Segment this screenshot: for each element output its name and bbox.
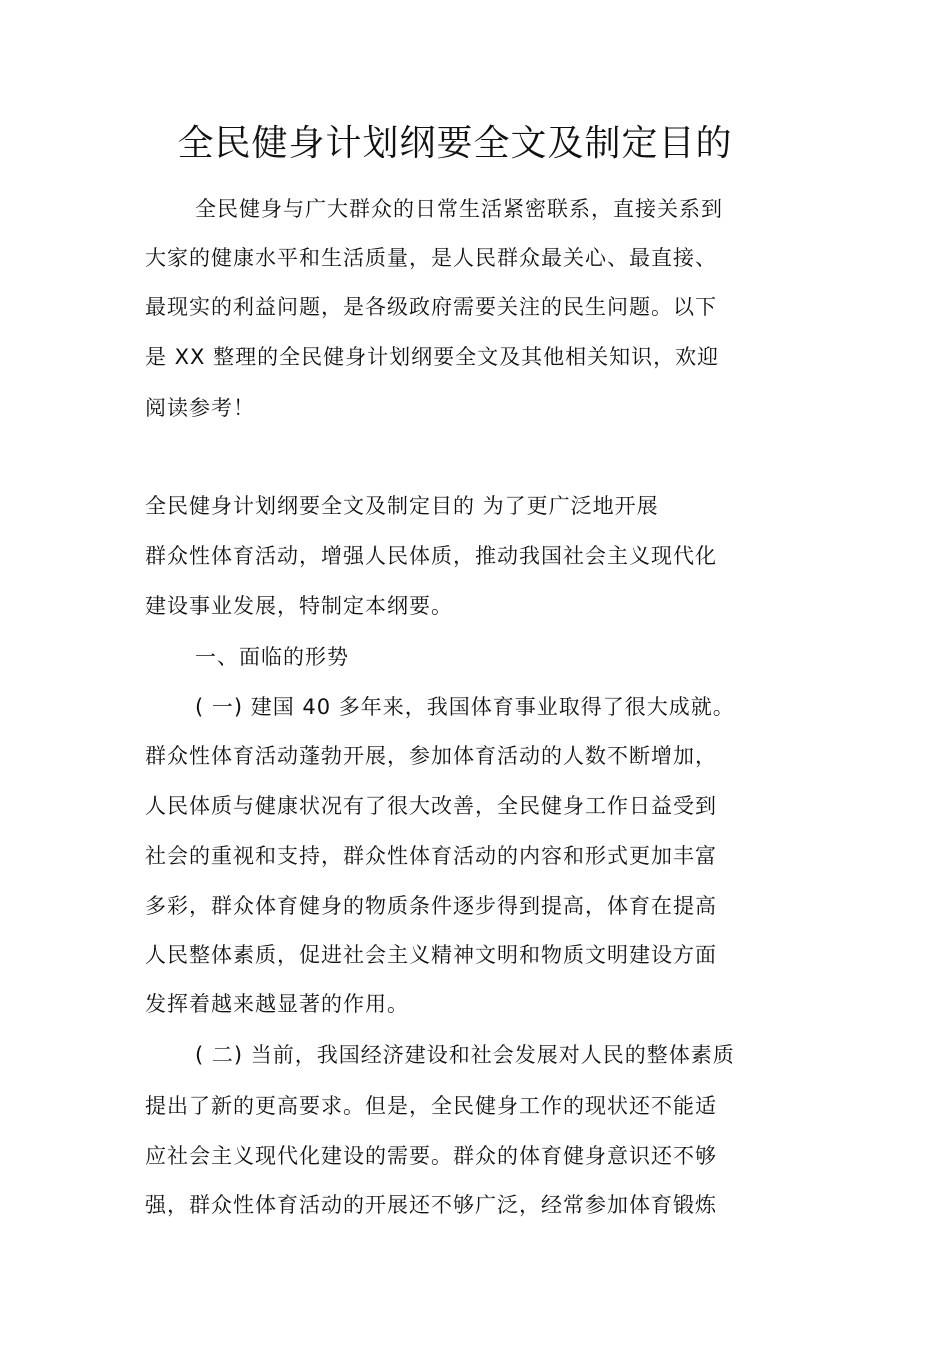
text-line-1: 全民健身与广大群众的日常生活紧密联系，直接关系到 bbox=[195, 197, 723, 221]
text-line-3: 最现实的利益问题，是各级政府需要关注的民生问题。以下 bbox=[145, 295, 717, 319]
text-line-2: 大家的健康水平和生活质量，是人民群众最关心、最直接、 bbox=[145, 246, 717, 270]
text-line-5: 阅读参考！ bbox=[145, 396, 255, 420]
text-line-19: 应社会主义现代化建设的需要。群众的体育健身意识还不够 bbox=[145, 1144, 717, 1168]
text-line-16: 发挥着越来越显著的作用。 bbox=[145, 992, 409, 1016]
document-title: 全民健身计划纲要全文及制定目的 bbox=[177, 123, 733, 164]
text-line-7: 群众性体育活动，增强人民体质，推动我国社会主义现代化 bbox=[145, 544, 717, 568]
text-line-4: 是 XX 整理的全民健身计划纲要全文及其他相关知识，欢迎 bbox=[145, 345, 720, 369]
text-line-14: 多彩，群众体育健身的物质条件逐步得到提高，体育在提高 bbox=[145, 894, 717, 918]
text-line-15: 人民整体素质，促进社会主义精神文明和物质文明建设方面 bbox=[145, 943, 717, 967]
text-line-13: 社会的重视和支持，群众性体育活动的内容和形式更加丰富 bbox=[145, 844, 717, 868]
text-line-17: ( 二) 当前，我国经济建设和社会发展对人民的整体素质 bbox=[195, 1043, 735, 1067]
text-line-12: 人民体质与健康状况有了很大改善，全民健身工作日益受到 bbox=[145, 794, 717, 818]
text-line-11: 群众性体育活动蓬勃开展，参加体育活动的人数不断增加， bbox=[145, 744, 717, 768]
text-line-10: ( 一) 建国 40 多年来，我国体育事业取得了很大成就。 bbox=[195, 695, 735, 719]
text-line-8: 建设事业发展，特制定本纲要。 bbox=[145, 594, 453, 618]
text-line-20: 强，群众性体育活动的开展还不够广泛，经常参加体育锻炼 bbox=[145, 1193, 717, 1217]
text-line-18: 提出了新的更高要求。但是，全民健身工作的现状还不能适 bbox=[145, 1094, 717, 1118]
section-heading: 一、面临的形势 bbox=[195, 645, 349, 669]
text-line-6: 全民健身计划纲要全文及制定目的 为了更广泛地开展 bbox=[145, 494, 659, 518]
